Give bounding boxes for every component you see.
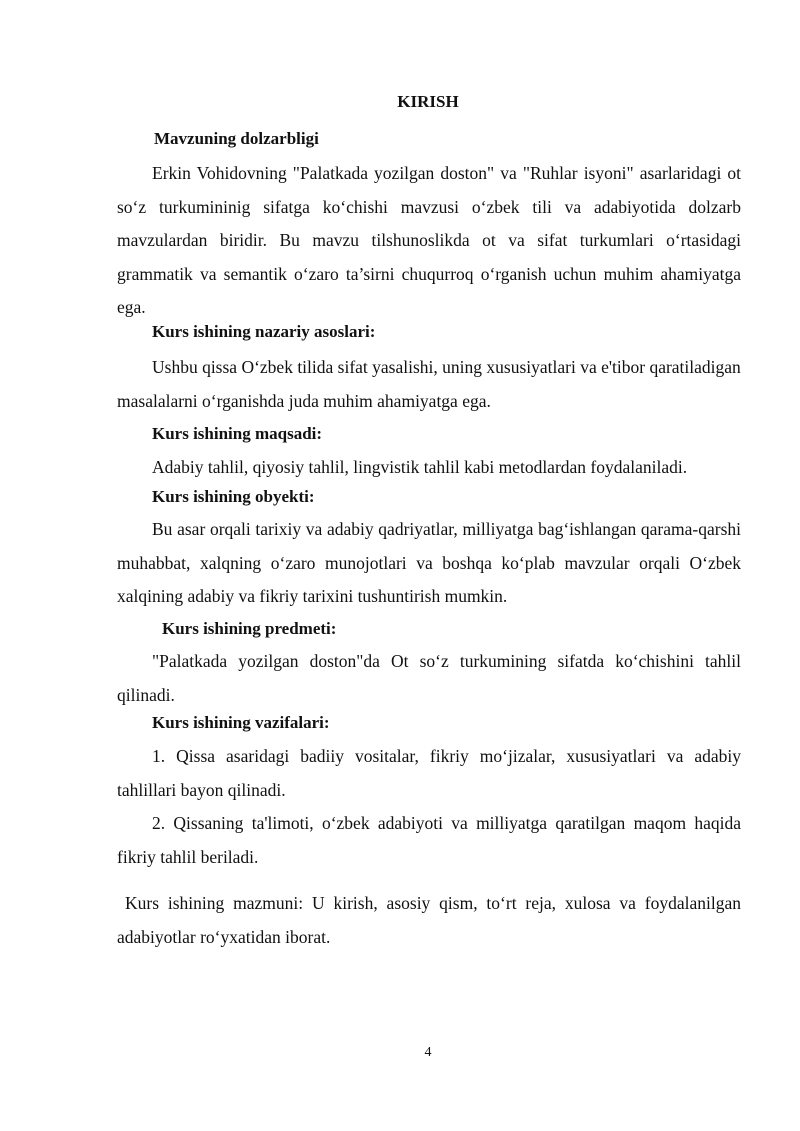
heading-vazifalar: Kurs ishining vazifalari:: [152, 713, 330, 732]
heading-obyekt: Kurs ishining obyekti:: [152, 487, 315, 506]
paragraph-nazariy: Ushbu qissa O‘zbek tilida sifat yasalishi, uning xususiyatlari va e'tibor qaratiladigan masalalarni o‘rganishda juda muhim ahamiyatga ega.: [117, 357, 741, 411]
heading-predmet: Kurs ishining predmeti:: [162, 619, 337, 638]
heading-nazariy: Kurs ishining nazariy asoslari:: [152, 322, 376, 341]
paragraph-dolzarblik: Erkin Vohidovning "Palatkada yozilgan doston" va "Ruhlar isyoni" asarlaridagi ot so‘z turkumininig sifatga ko‘chishi mavzusi o‘zbek tili va adabiyotida dolzarb mavzulardan biridir. Bu mavzu tilshunoslikda ot va sifat turkumlari o‘rtasidagi grammatik va semantik o‘zaro ta’sirni chuqurroq o‘rganish uchun muhim ahamiyatga ega.: [117, 163, 741, 317]
page-title: KIRISH: [397, 92, 459, 111]
paragraph-maqsad: Adabiy tahlil, qiyosiy tahlil, lingvistik tahlil kabi metodlardan foydalaniladi.: [152, 457, 688, 477]
paragraph-obyekt: Bu asar orqali tarixiy va adabiy qadriyatlar, milliyatga bag‘ishlangan qarama-qarshi muhabbat, xalqning o‘zaro munojotlari va boshqa ko‘plab mavzular orqali O‘zbek xalqining adabiy va fikriy tarixini tushuntirish mumkin.: [117, 519, 741, 606]
heading-maqsad: Kurs ishining maqsadi:: [152, 424, 323, 443]
list-item-vazifa-2: 2. Qissaning ta'limoti, o‘zbek adabiyoti va milliyatga qaratilgan maqom haqida fikriy tahlil beriladi.: [117, 813, 741, 867]
paragraph-predmet: "Palatkada yozilgan doston"da Ot so‘z turkumining sifatda ko‘chishini tahlil qilinadi.: [117, 651, 741, 705]
paragraph-mazmun: Kurs ishining mazmuni: U kirish, asosiy qism, to‘rt reja, xulosa va foydalanilgan adabiyotlar ro‘yxatidan iborat.: [117, 893, 741, 947]
list-item-vazifa-1: 1. Qissa asaridagi badiiy vositalar, fikriy mo‘jizalar, xususiyatlari va adabiy tahlillari bayon qilinadi.: [117, 746, 741, 800]
heading-dolzarblik: Mavzuning dolzarbligi: [154, 129, 319, 148]
page-number: 4: [424, 1045, 432, 1060]
